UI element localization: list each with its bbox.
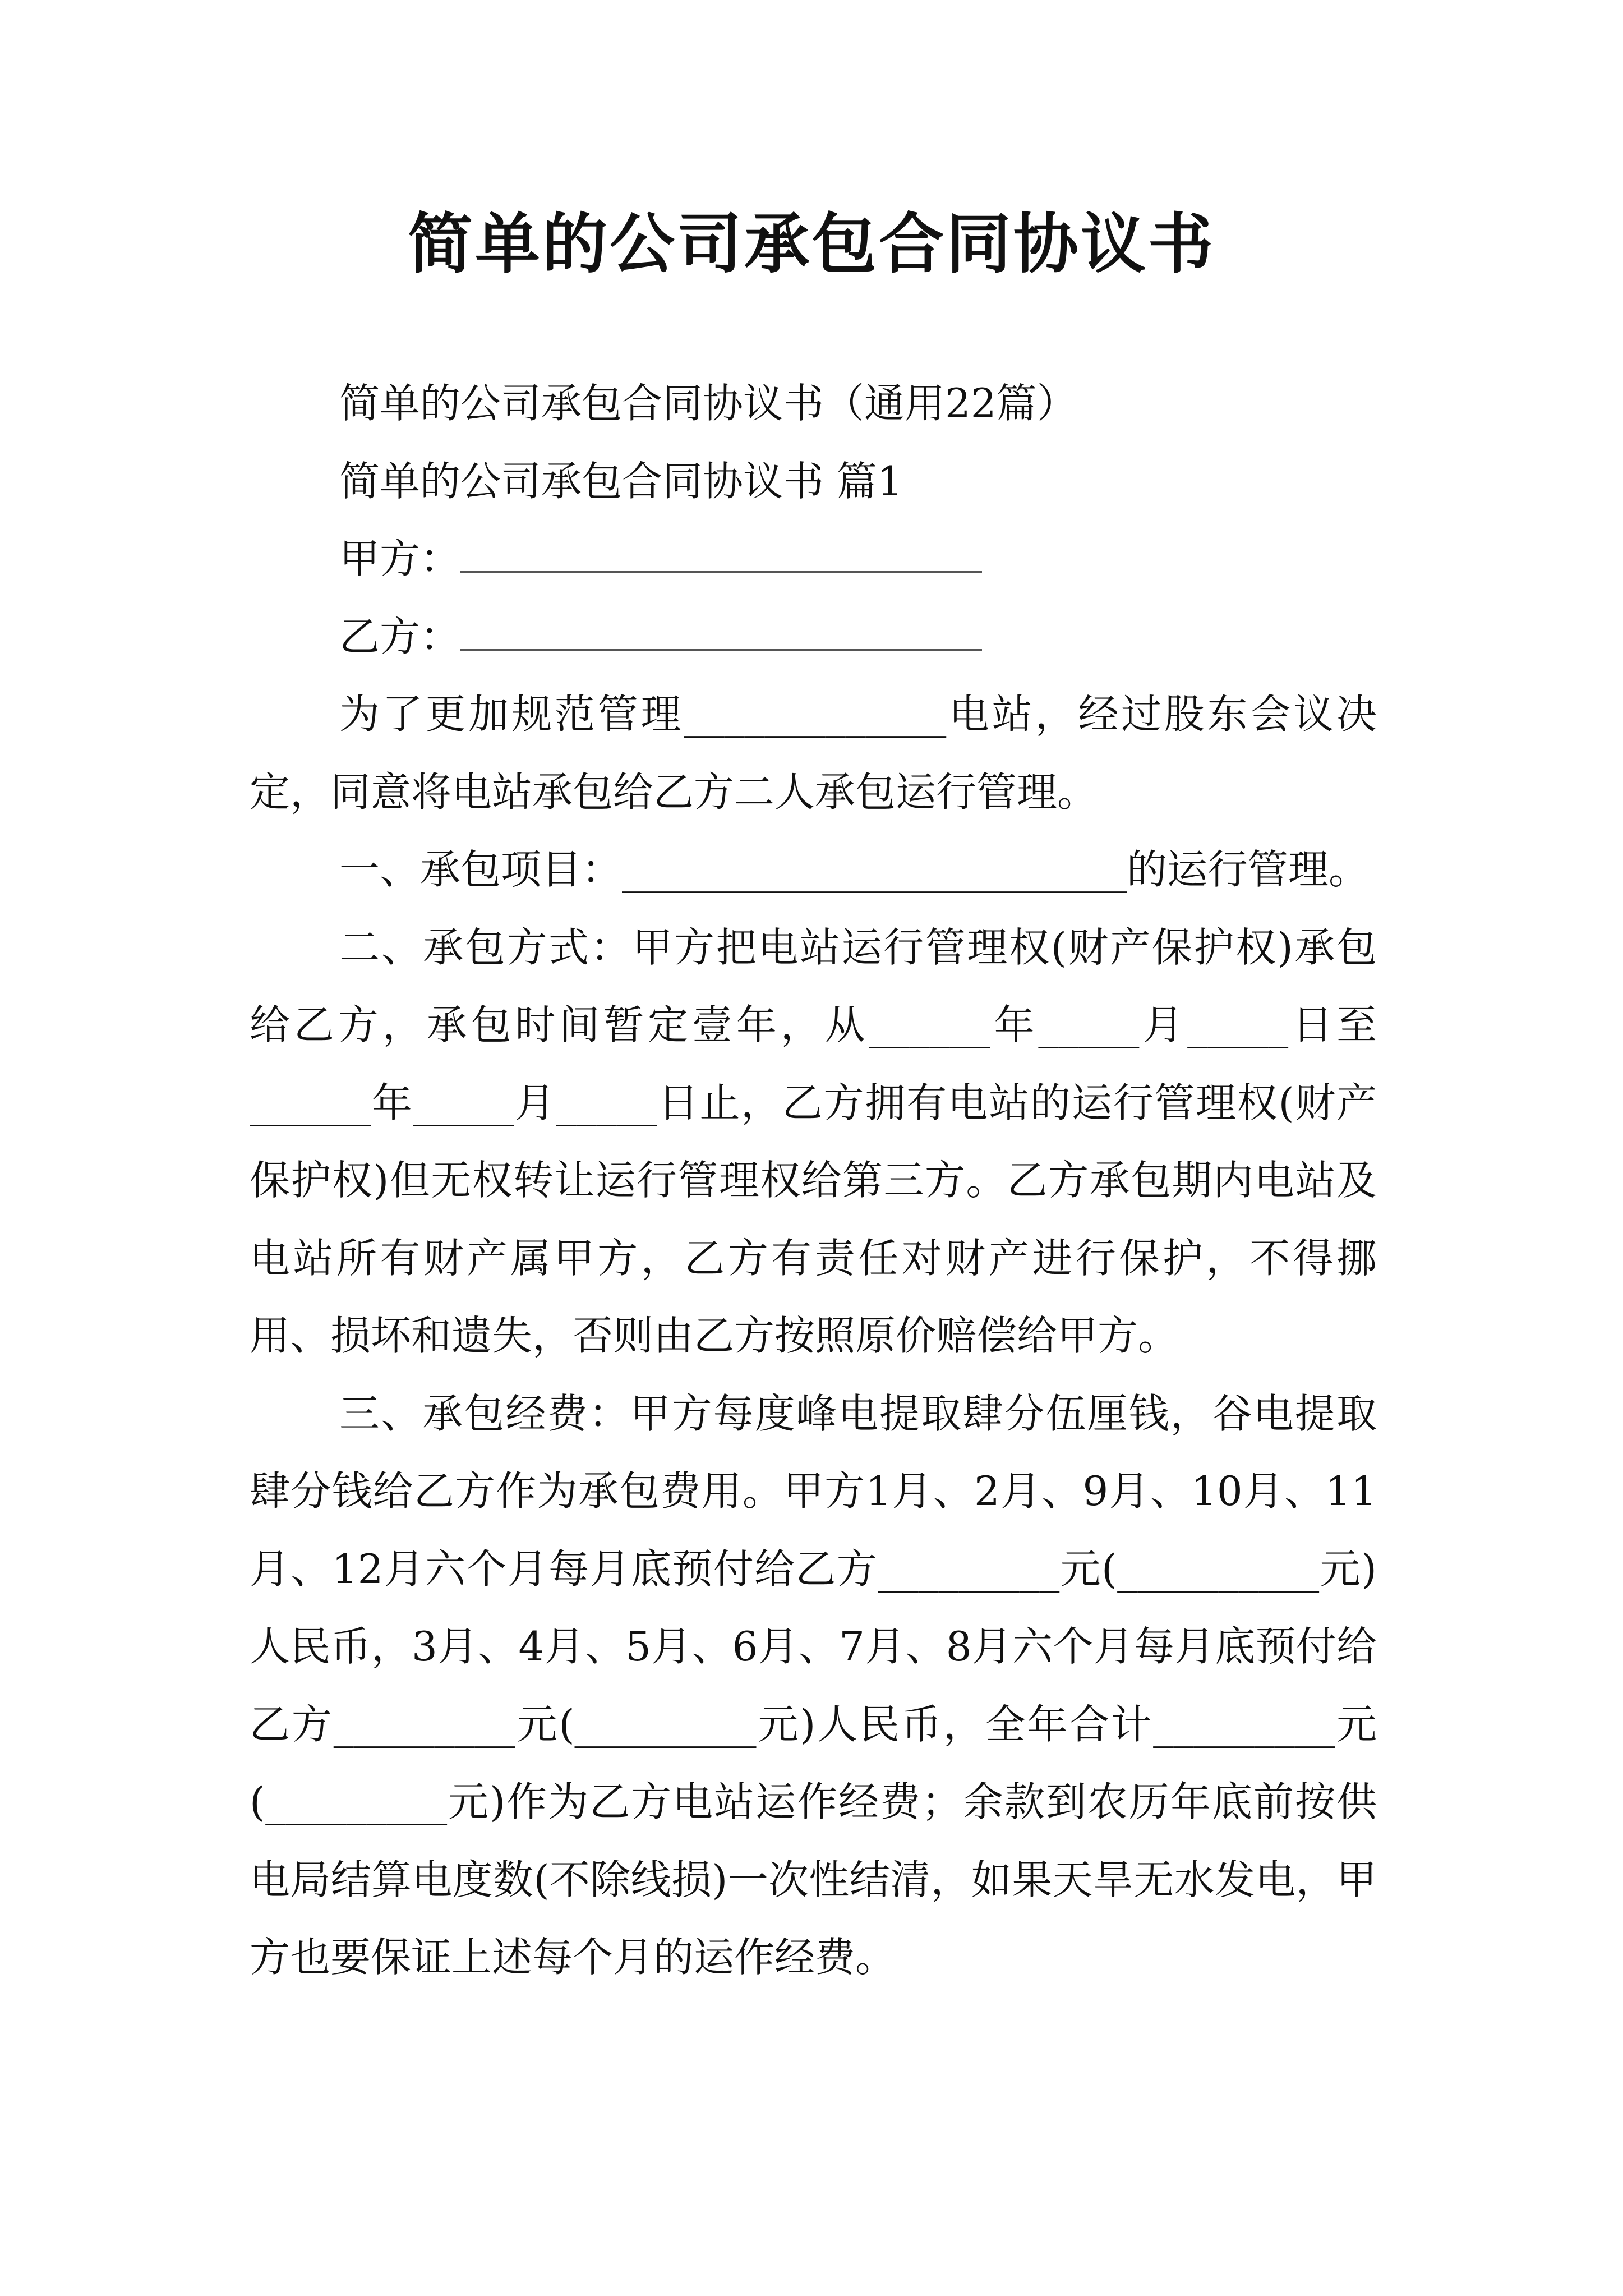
- clause-1-paragraph: 一、承包项目：_________________________的运行管理。: [339, 846, 1370, 893]
- intro-paragraph: 为了更加规范管理_____________电站，经过股东会议决定，同意将电站承包给乙方二人承包运行管理。: [250, 691, 1377, 816]
- subtitle-paragraph: 简单的公司承包合同协议书（通用22篇）: [339, 380, 1077, 427]
- clause-2-paragraph: 二、承包方式：甲方把电站运行管理权(财产保护权)承包给乙方，承包时间暂定壹年，从______年_____月_____日至______年_____月_____日止，乙方拥有电站的运行管理权(财产保护权)但无权转让运行管理权给第三方。乙方承包期内电站及电站所有财产属甲方，乙方有责任对财产进行保护，不得挪用、损坏和遗失，否则由乙方按照原价赔偿给甲方。: [250, 923, 1377, 1359]
- party-b-blank: [460, 615, 982, 651]
- party-a-label: 甲方：: [339, 535, 461, 582]
- section-heading: 简单的公司承包合同协议书 篇1: [339, 457, 903, 505]
- party-a-blank: [460, 537, 982, 573]
- party-a-line: [250, 520, 1377, 598]
- party-b-label: 乙方：: [339, 613, 461, 660]
- document-title: 简单的公司承包合同协议书: [408, 206, 1215, 282]
- document-body: [250, 365, 1377, 1996]
- clause-3-paragraph: 三、承包经费：甲方每度峰电提取肆分伍厘钱，谷电提取肆分钱给乙方作为承包费用。甲方1月、2月、9月、10月、11月、12月六个月每月底预付给乙方_________元(__________元)人民币，3月、4月、5月、6月、7月、8月六个月每月底预付给乙方_________元(_________元)人民币，全年合计_________元(_________元)作为乙方电站运作经费；余款到农历年底前按供电局结算电度数(不除线损)一次性结清，如果天旱无水发电，甲方也要保证上述每个月的运作经费。: [250, 1389, 1377, 1981]
- party-b-line: [250, 598, 1377, 676]
